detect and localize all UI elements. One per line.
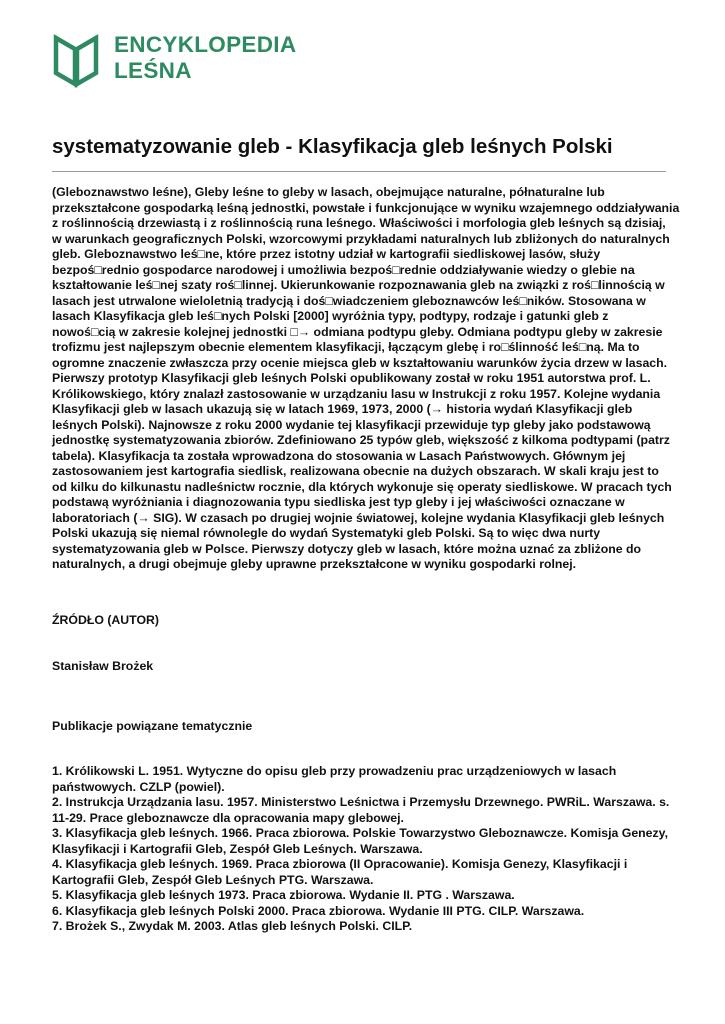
related-publications-list (52, 764, 672, 935)
title-divider (52, 171, 666, 172)
body-line: bezpoś□rednio gospodarce narodowej i umożliwia bezpoś□rednie oddziaływanie wiedzy o glebie na (52, 262, 635, 277)
body-line: nowoś□cią w zakresie kolejnej jednostki □→ odmiana podtypu gleby. Odmiana podtypu gleby w zakresie (52, 324, 663, 339)
logo-line-1: ENCYKLOPEDIA (114, 32, 297, 57)
body-line: Pierwszy prototyp Klasyfikacji gleb leśnych Polski opublikowany został w roku 1951 autorstwa prof. L. (52, 371, 651, 385)
logo-text (114, 32, 296, 84)
body-line: przekształcone gospodarką leśną jednostki, powstałe i funkcjonujące w wyniku wzajemnego oddziaływania (52, 200, 680, 215)
reference-line: Kartografii Gleb, Zespół Gleb Leśnych PTG. Warszawa. (52, 872, 374, 887)
body-line: tabela). Klasyfikacja ta została wprowadzona do stosowania w Lasach Państwowych. Głównym jej (52, 448, 626, 463)
author-name: Stanisław Brożek (52, 659, 154, 673)
body-line: jednostkę systematyzowania zbiorów. Zdefiniowano 25 typów gleb, większość z kilkoma podtypami (patrz (52, 433, 670, 447)
body-line: systematyzowania gleb w Polsce. Pierwszy dotyczy gleb w lasach, które można uznać za zbliżone do (52, 541, 642, 556)
logo-line-2: LEŚNA (114, 58, 192, 83)
body-line: (Gleboznawstwo leśne), Gleby leśne to gleby w lasach, obejmujące naturalne, półnaturalne lub (52, 185, 605, 199)
body-line: kształtowanie leś□nej szaty roś□linnej. Ukierunkowanie rozpoznawania gleb na związki z roś□linnością w (52, 278, 665, 292)
body-line: Polski ukazują się niemal równolegle do wydań Systematyki gleb Polski. Są to więc dwa nurty (52, 526, 601, 540)
body-line: leśnych Polski). Najnowsze z roku 2000 wydanie tej klasyfikacji przewiduje typ gleby jako podstawową (52, 417, 651, 432)
body-line: od kilku do kilkunastu nadleśnictw rocznie, dla których wykonuje się operaty siedliskowe. W pracach tych (52, 479, 672, 494)
reference-line: 3. Klasyfikacja gleb leśnych. 1966. Praca zbiorowa. Polskie Towarzystwo Gleboznawcze. Komisja Genezy, (52, 826, 668, 840)
open-book-icon (52, 32, 100, 88)
body-line: z roślinnością drzewiastą i z roślinnością runa leśnego. Właściwości i morfologia gleb leśnych są dzisiaj, (52, 216, 666, 230)
reference-line: państwowych. CZLP (powiel). (52, 779, 225, 794)
article-body (52, 185, 680, 573)
body-line: laboratoriach (→ SIG). W czasach po drugiej wojnie światowej, kolejne wydania Klasyfikacji gleb leśnych (52, 510, 665, 525)
body-line: w warunkach geograficznych Polski, wzorcowymi przykładami naturalnych lub zbliżonych do naturalnych (52, 231, 670, 246)
body-line: lasach Klasyfikacja gleb leś□nych Polski [2000] wyróżnia typy, podtypy, rodzaje i gatunki gleb z (52, 309, 609, 323)
body-line: Klasyfikacji gleb w lasach ukazują się w latach 1969, 1973, 2000 (→ historia wydań Klasyfikacji gleb (52, 402, 633, 416)
reference-line: 7. Brożek S., Zwydak M. 2003. Atlas gleb leśnych Polski. CILP. (52, 919, 413, 933)
body-line: ogromne znaczenie zwłaszcza przy ocenie miejsca gleb w kształtowaniu warunków życia drzew w lasach. (52, 355, 668, 370)
reference-line: 6. Klasyfikacja gleb leśnych Polski 2000. Praca zbiorowa. Wydanie III PTG. CILP. Warszawa. (52, 903, 585, 918)
body-line: podstawą wyróżniania i diagnozowania typu siedliska jest typ gleby i jej właściwości oznaczane w (52, 495, 625, 509)
reference-line: 5. Klasyfikacja gleb leśnych 1973. Praca zbiorowa. Wydanie II. PTG . Warszawa. (52, 888, 515, 902)
reference-line: 1. Królikowski L. 1951. Wytyczne do opisu gleb przy prowadzeniu prac urządzeniowych w lasach (52, 764, 617, 778)
reference-line: 11-29. Prace gleboznawcze dla opracowania mapy glebowej. (52, 810, 404, 825)
reference-line: 2. Instrukcja Urządzania lasu. 1957. Ministerstwo Leśnictwa i Przemysłu Drzewnego. PWRiL. Warszawa. s. (52, 795, 670, 809)
body-line: lasach jest utrwalone wieloletnią tradycją i doś□wiadczeniem gleboznawców leś□ników. Stosowana w (52, 293, 646, 308)
source-heading: ŹRÓDŁO (AUTOR) (52, 613, 160, 627)
body-line: naturalnych, a drugi obejmuje gleby uprawne przekształcone w wyniku gospodarki rolnej. (52, 557, 577, 571)
reference-line: 4. Klasyfikacja gleb leśnych. 1969. Praca zbiorowa (II Opracowanie). Komisja Genezy, Klasyfikacji i (52, 857, 628, 871)
related-heading: Publikacje powiązane tematycznie (52, 719, 253, 733)
body-line: Królikowskiego, który znalazł zastosowanie w urządzaniu lasu w Instrukcji z roku 1957. Kolejne wydania (52, 386, 661, 401)
reference-line: Klasyfikacji i Kartografii Gleb, Zespół Gleb Leśnych. Warszawa. (52, 841, 423, 856)
page-title: systematyzowanie gleb - Klasyfikacja gleb leśnych Polski (52, 135, 613, 158)
body-line: zastosowaniem jest kartografia siedlisk, realizowana obecnie na dużych obszarach. W skali kraju jest to (52, 464, 659, 478)
body-line: trofizmu jest najlepszym obecnie elementem klasyfikacji, łączącym glebę i ro□ślinność leś□ną. Ma to (52, 340, 640, 354)
body-line: gleb. Gleboznawstwo leś□ne, które przez istotny udział w kartografii siedliskowej lasów, służy (52, 247, 601, 261)
